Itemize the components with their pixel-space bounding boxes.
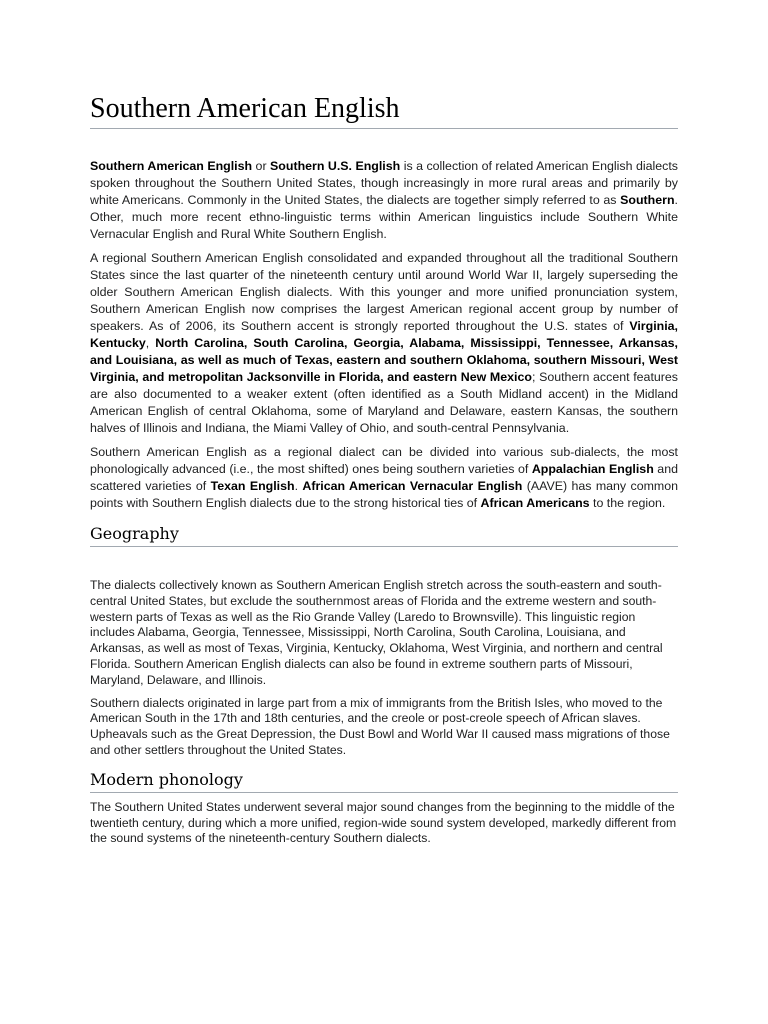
intro-paragraph-3: Southern American English as a regional dialect can be divided into various sub-dialects, the most phonologically advanced (i.e., the most shifted) ones being southern varieties of Appalachian English and scattered varieties of Texan English. African American Vernacular English (AAVE) has many common points with Southern English dialects due to the strong historical ties of African Americans to the region. (90, 445, 679, 510)
bold-term: African Americans (480, 496, 590, 510)
bold-term: Southern (620, 193, 675, 207)
geography-paragraph-1: The dialects collectively known as Southern American English stretch across the south-eastern and south-central United States, but exclude the southernmost areas of Florida and the extreme western and south-western parts of Texas as well as the Rio Grande Valley (Laredo to Brownsville). This linguistic region includes Alabama, Georgia, Tennessee, Mississippi, North Carolina, South Carolina, Louisiana, and Arkansas, as well as most of Texas, Virginia, Kentucky, Oklahoma, West Virginia, and northern and central Florida. Southern American English dialects can also be found in extreme southern parts of Missouri, Maryland, Delaware, and Illinois. (90, 578, 663, 687)
bold-term: North Carolina, South Carolina, Georgia, Alabama, Mississippi, Tennessee, Arkansas, and Louisiana, as well as much of Texas, eastern and southern Oklahoma, southern Missouri, West Virginia, and metropolitan Jacksonville in Florida, and eastern New Mexico (90, 336, 678, 384)
geography-paragraph-2: Southern dialects originated in large part from a mix of immigrants from the British Isles, who moved to the American South in the 17th and 18th centuries, and the creole or post-creole speech of African slaves. Upheavals such as the Great Depression, the Dust Bowl and World War II caused mass migrations of those and other settlers throughout the United States. (90, 695, 670, 757)
bold-term: Texan English (210, 479, 295, 493)
bold-term: Appalachian English (531, 462, 654, 476)
intro-paragraph-2: A regional Southern American English consolidated and expanded throughout all the traditional Southern States since the last quarter of the nineteenth century until around World War II, largely superseding the older Southern American English dialects. With this younger and more unified pronunciation system, Southern American English now comprises the largest American regional accent group by number of speakers. As of 2006, its Southern accent is strongly reported throughout the U.S. states of Virginia, Kentucky, North Carolina, South Carolina, Georgia, Alabama, Mississippi, Tennessee, Arkansas, and Louisiana, as well as much of Texas, eastern and southern Oklahoma, southern Missouri, West Virginia, and metropolitan Jacksonville in Florida, and eastern New Mexico; Southern accent features are also documented to a weaker extent (often identified as a South Midland accent) in the Midland American English of central Oklahoma, some of Maryland and Delaware, eastern Kansas, the southern halves of Illinois and Indiana, the Miami Valley of Ohio, and south-central Pennsylvania. (90, 251, 678, 435)
bold-term: Southern U.S. English (270, 159, 401, 173)
section-heading-geography: Geography (90, 523, 678, 547)
bold-term: Southern American English (90, 159, 253, 173)
section-heading-modern-phonology: Modern phonology (90, 769, 678, 793)
bold-term: African American Vernacular English (302, 479, 523, 493)
bold-term: Virginia, Kentucky (90, 319, 678, 350)
page-title: Southern American English (90, 92, 678, 129)
intro-paragraph-1: Southern American English or Southern U.S. English is a collection of related American English dialects spoken throughout the Southern United States, though increasingly in more rural areas and primarily by white Americans. Commonly in the United States, the dialects are together simply referred to as Southern. Other, much more recent ethno-linguistic terms within American linguistics include Southern White Vernacular English and Rural White Southern English. (90, 159, 678, 241)
phonology-paragraph-1: The Southern United States underwent several major sound changes from the beginning to the middle of the twentieth century, during which a more unified, region-wide sound system developed, markedly different from the sound systems of the nineteenth-century Southern dialects. (90, 799, 677, 846)
